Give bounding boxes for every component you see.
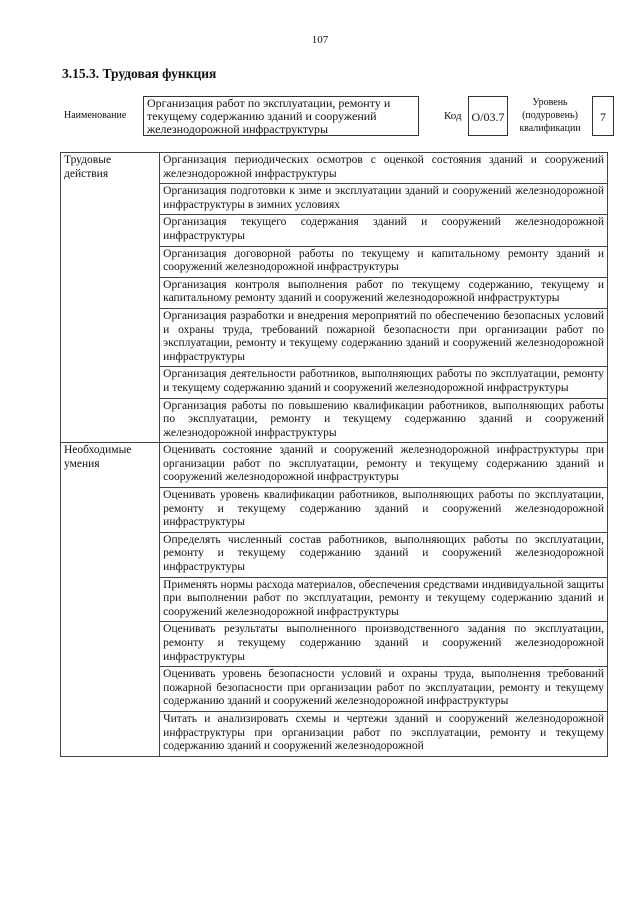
group-label: Трудовые действия [61, 153, 160, 443]
function-header [60, 94, 618, 140]
group-label: Необходимые умения [61, 443, 160, 756]
table-row [61, 153, 608, 184]
code-value: O/03.7 [468, 96, 508, 136]
name-label: Наименование [64, 110, 127, 121]
level-value: 7 [592, 96, 614, 136]
table-cell-item: Оценивать результаты выполненного производственного задания по эксплуатации, ремонту и текущему содержанию зданий и сооружений железнодорожной инфраструктуры [160, 622, 608, 667]
table-cell-item: Применять нормы расхода материалов, обеспечения средствами индивидуальной защиты при выполнении работ по эксплуатации, ремонту и текущему содержанию зданий и сооружений железнодорожной инфраструктуры [160, 577, 608, 622]
table-cell-item: Организация контроля выполнения работ по текущему содержанию, текущему и капитальному ремонту зданий и сооружений железнодорожной инфраструктуры [160, 277, 608, 308]
page-number: 107 [311, 34, 329, 46]
function-table [60, 152, 608, 757]
level-label: Уровень (подуровень) квалификации [519, 97, 581, 134]
table-cell-item: Оценивать состояние зданий и сооружений железнодорожной инфраструктуры при организации работ по эксплуатации, ремонту и текущему содержанию зданий и сооружений железнодорожной инфраструктуры [160, 443, 608, 488]
table-cell-item: Организация текущего содержания зданий и сооружений железнодорожной инфраструктуры [160, 215, 608, 246]
section-title: 3.15.3. Трудовая функция [62, 66, 217, 81]
code-label: Код [444, 110, 462, 122]
table-cell-item: Организация подготовки к зиме и эксплуатации зданий и сооружений железнодорожной инфраструктуры в зимних условиях [160, 184, 608, 215]
table-cell-item: Оценивать уровень безопасности условий и охраны труда, выполнения требований пожарной безопасности при организации работ по эксплуатации, ремонту и текущему содержанию зданий и сооружений железнодорожной инфраструктуры [160, 667, 608, 712]
table-cell-item: Организация периодических осмотров с оценкой состояния зданий и сооружений железнодорожной инфраструктуры [160, 153, 608, 184]
table-cell-item: Читать и анализировать схемы и чертежи зданий и сооружений железнодорожной инфраструктуры при организации работ по эксплуатации, ремонту и текущему содержанию зданий и сооружений железнодорожной [160, 711, 608, 756]
table-row [61, 443, 608, 488]
table-cell-item: Организация разработки и внедрения мероприятий по обеспечению безопасных условий и охраны труда, требований пожарной безопасности при организации работ по эксплуатации, ремонту и текущему содержанию зданий и сооружений железнодорожной инфраструктуры [160, 308, 608, 366]
table-cell-item: Организация работы по повышению квалификации работников, выполняющих работы по эксплуатации, ремонту и текущему содержанию зданий и сооружений железнодорожной инфраструктуры [160, 398, 608, 443]
table-cell-item: Определять численный состав работников, выполняющих работы по эксплуатации, ремонту и текущему содержанию зданий и сооружений железнодорожной инфраструктуры [160, 532, 608, 577]
table-cell-item: Оценивать уровень квалификации работников, выполняющих работы по эксплуатации, ремонту и текущему содержанию зданий и сооружений железнодорожной инфраструктуры [160, 488, 608, 533]
name-value: Организация работ по эксплуатации, ремонту и текущему содержанию зданий и сооружений железнодорожной инфраструктуры [143, 96, 419, 136]
table-cell-item: Организация договорной работы по текущему и капитальному ремонту зданий и сооружений железнодорожной инфраструктуры [160, 246, 608, 277]
table-cell-item: Организация деятельности работников, выполняющих работы по эксплуатации, ремонту и текущему содержанию зданий и сооружений железнодорожной инфраструктуры [160, 367, 608, 398]
